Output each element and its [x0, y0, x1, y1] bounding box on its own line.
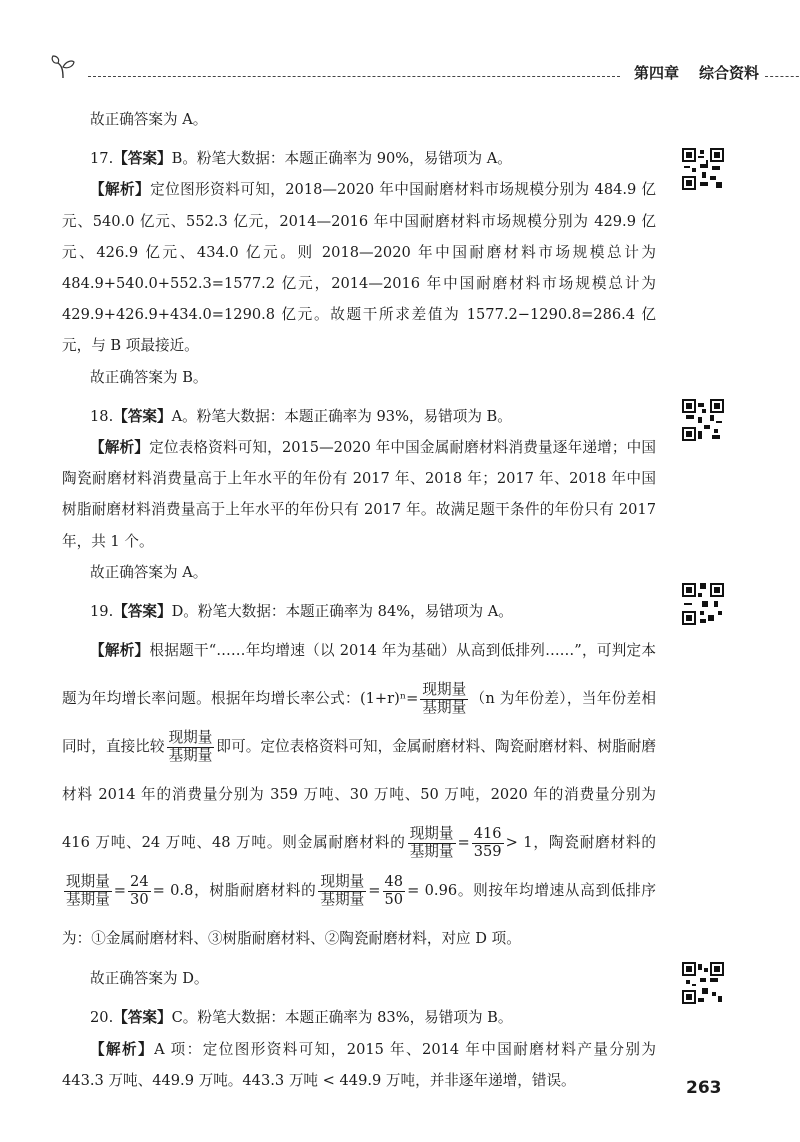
q19-explanation: 【解析】根据题干“……年均增速（以 2014 年为基础）从高到低排列……”，可判定本题为年均增长率问题。根据年均增长率公式：(1+r)ⁿ= $\frac{\text{现期量}}{\text{基期量}}$ （n 为年份差），当年份差相同时，直接比较 $\frac{\text{现期量}}{\text{基期量}}$ 即可。定位表格资料可知，金属耐磨材料、陶瓷耐磨材料、树脂耐磨材料 2014 年的消费量分别为 359 万吨、30 万吨、50 万吨，2020 年的消费量分别为 416 万吨、24 万吨、48 万吨。则金属耐磨材料的 $\frac{\text{现期量}}{\text{基期量}}$ = $\frac{416}{359}$ > 1，陶瓷耐磨材料的 $\frac{\text{现期量}}{\text{基期量}}$ = $\frac{24}{30}$ = 0.8，树脂耐磨材料的 $\frac{\text{现期量}}{\text{基期量}}$ = $\frac{48}{50}$ = 0.96。则按年均增速从高到低排序为：①金属耐磨材料、③树脂耐磨材料、②陶瓷耐磨材料，对应 D 项。	[62, 642, 657, 948]
section-label: 综合资料	[699, 64, 760, 82]
header-rule	[88, 76, 620, 77]
q17-explanation-label: 【解析】	[90, 181, 151, 199]
answer-content	[62, 104, 656, 1096]
q20-number: 20.	[90, 1009, 114, 1027]
q19-explanation-part2: 即可。定位表格资料可知，金属耐磨材料、陶瓷耐磨材料、树脂耐磨材料 2014 年的消费量分别为 359 万吨、30 万吨、50 万吨，2020 年的消费量分别为 416 万吨、24 万吨、48 万吨。则金属耐磨材料的	[62, 738, 656, 852]
resin-ratio-value: $\frac{48}{50}$	[384, 872, 404, 908]
metal-ratio-value: $\frac{416}{359}$	[473, 824, 502, 860]
q19-answer-label: 【答案】	[113, 603, 172, 621]
q19-number: 19.	[90, 603, 114, 621]
q18-answer	[62, 401, 656, 432]
q19-answer	[62, 596, 656, 627]
resin-ratio-label: $\frac{\text{现期量}}{\text{基期量}}$	[320, 872, 365, 908]
formula-fraction	[420, 682, 468, 717]
q17-explanation	[62, 174, 656, 361]
q17-answer-text: B。粉笔大数据：本题正确率为 90%，易错项为 A。	[171, 150, 512, 168]
qr-code-icon[interactable]	[682, 962, 724, 1004]
qr-code-icon[interactable]	[682, 399, 724, 441]
q17-answer-label: 【答案】	[113, 150, 172, 168]
q19-explanation-label: 【解析】	[90, 642, 150, 660]
q20-answer-text: C。粉笔大数据：本题正确率为 83%，易错项为 B。	[171, 1009, 513, 1027]
formula-numerator: 现期量	[422, 680, 467, 698]
q19-explanation-part1: 根据题干“……年均增速（以 2014 年为基础）从高到低排列……”，可判定本题为年均增长率问题。根据年均增长率公式：(1+r)ⁿ=	[62, 642, 656, 708]
leaf-icon	[50, 54, 76, 80]
chapter-label: 第四章	[634, 64, 680, 82]
q19-resin-text: = 0.96。则按年均增速从高到低排序为：①金属耐磨材料、③树脂耐磨材料、②陶瓷耐磨材料，对应 D 项。	[62, 882, 656, 948]
q19-gt-text: > 1，陶瓷耐磨材料的	[505, 834, 657, 852]
q17-number: 17.	[90, 150, 114, 168]
q20-explanation-label: 【解析】	[90, 1040, 155, 1058]
qr-code-icon[interactable]	[682, 148, 724, 190]
q20-explanation-text: A 项：定位图形资料可知，2015 年、2014 年中国耐磨材料产量分别为 443.3 万吨、449.9 万吨。443.3 万吨 < 449.9 万吨，并非逐年递增，错误。	[62, 1040, 656, 1089]
q17-explanation-text: 定位图形资料可知，2018—2020 年中国耐磨材料市场规模分别为 484.9 亿元、540.0 亿元、552.3 亿元，2014—2016 年中国耐磨材料市场规模分别为 429.9 亿元、426.9 亿元、434.0 亿元。则 2018—2020 年中国耐磨材料市场规模总计为 484.9+540.0+552.3=1577.2 亿元，2014—2016 年中国耐磨材料市场规模总计为 429.9+426.9+434.0=1290.8 亿元。故题干所求差值为 1577.2−1290.8=286.4 亿元，与 B 项最接近。	[62, 181, 656, 355]
page-header	[40, 54, 800, 88]
q20-answer-label: 【答案】	[113, 1009, 172, 1027]
q18-answer-label: 【答案】	[113, 407, 172, 425]
q17-answer	[62, 143, 656, 174]
q18-explanation-text: 定位表格资料可知，2015—2020 年中国金属耐磨材料消费量逐年递增；中国陶瓷耐磨材料消费量高于上年水平的年份有 2017 年、2018 年；2017 年、2018 年中国树脂耐磨材料消费量高于上年水平的年份只有 2017 年。故满足题干条件的年份只有 2017 年，共 1 个。	[62, 439, 656, 550]
metal-ratio-label: $\frac{\text{现期量}}{\text{基期量}}$	[409, 824, 454, 860]
ceramic-ratio-label: $\frac{\text{现期量}}{\text{基期量}}$	[66, 872, 110, 908]
q18-answer-text: A。粉笔大数据：本题正确率为 93%，易错项为 B。	[171, 407, 512, 425]
compare-denominator: 基期量	[168, 746, 213, 764]
compare-numerator: 现期量	[168, 728, 213, 746]
formula-denominator: 基期量	[422, 698, 467, 716]
qr-code-icon[interactable]	[682, 583, 724, 625]
q19-conclusion: 故正确答案为 D。	[90, 970, 209, 988]
q20-explanation	[62, 1034, 656, 1096]
q19-explanation-part1b: （n 为年份差），当年份差相同时，直接比较	[62, 690, 656, 756]
chapter-title	[634, 62, 779, 83]
q18-number: 18.	[90, 407, 114, 425]
header-rule-right	[765, 76, 800, 77]
compare-fraction	[167, 730, 215, 765]
q18-conclusion: 故正确答案为 A。	[90, 563, 208, 581]
q19-ceramic-text: = 0.8，树脂耐磨材料的	[152, 882, 317, 900]
q17-conclusion: 故正确答案为 B。	[90, 368, 208, 386]
ceramic-ratio-value: $\frac{24}{30}$	[130, 872, 149, 908]
q20-answer	[62, 1002, 656, 1033]
q16-conclusion: 故正确答案为 A。	[90, 111, 208, 128]
q18-explanation-label: 【解析】	[90, 439, 150, 457]
page-number: 263	[686, 1078, 722, 1098]
q18-explanation	[62, 432, 656, 557]
q19-answer-text: D。粉笔大数据：本题正确率为 84%，易错项为 A。	[171, 603, 513, 621]
